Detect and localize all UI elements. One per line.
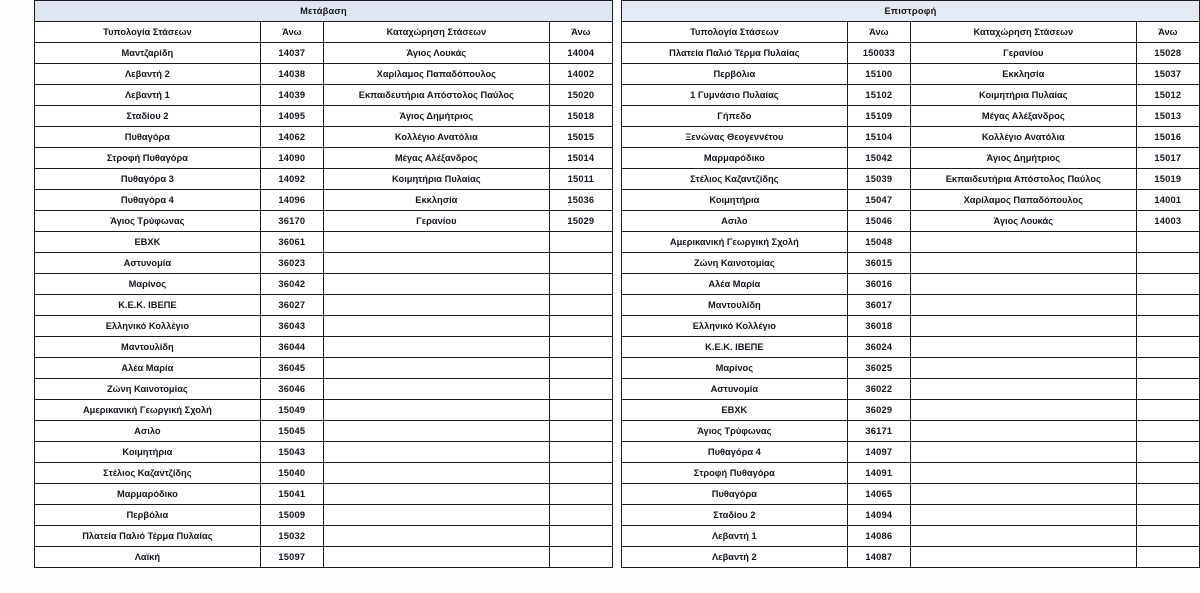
- left-registered-stop-name: Χαρίλαμος Παπαδόπουλος: [323, 64, 549, 85]
- right-registered-stop-code: [1136, 274, 1199, 295]
- left-registered-stop-name: [323, 358, 549, 379]
- header-left-code: Άνω: [260, 22, 323, 43]
- left-outbound-stop-code: 15040: [260, 463, 323, 484]
- right-return-stop-name: Στροφή Πυθαγόρα: [621, 463, 847, 484]
- left-registered-stop-name: Γερανίου: [323, 211, 549, 232]
- right-registered-stop-code: [1136, 316, 1199, 337]
- left-outbound-stop-code: 14092: [260, 169, 323, 190]
- table-row: [35, 505, 1200, 526]
- right-registered-stop-name: [910, 295, 1136, 316]
- right-registered-stop-name: Κολλέγιο Ανατόλια: [910, 127, 1136, 148]
- right-return-stop-name: Πλατεία Παλιό Τέρμα Πυλαίας: [621, 43, 847, 64]
- column-gap: [612, 484, 621, 505]
- right-registered-stop-name: Άγιος Λουκάς: [910, 211, 1136, 232]
- group-header-return: Επιστροφή: [621, 1, 1199, 22]
- right-return-stop-code: 15039: [847, 169, 910, 190]
- right-registered-stop-code: [1136, 526, 1199, 547]
- right-registered-stop-code: [1136, 295, 1199, 316]
- column-gap: [612, 22, 621, 43]
- left-outbound-stop-name: Στέλιος Καζαντζίδης: [35, 463, 261, 484]
- left-registered-stop-name: [323, 337, 549, 358]
- left-outbound-stop-name: Σταδίου 2: [35, 106, 261, 127]
- column-gap: [612, 421, 621, 442]
- left-registered-stop-name: [323, 442, 549, 463]
- right-registered-stop-code: 15028: [1136, 43, 1199, 64]
- right-return-stop-code: 15104: [847, 127, 910, 148]
- table-row: [35, 274, 1200, 295]
- left-outbound-stop-name: Αστυνομία: [35, 253, 261, 274]
- right-registered-stop-code: [1136, 379, 1199, 400]
- column-gap: [612, 64, 621, 85]
- column-gap: [612, 106, 621, 127]
- left-outbound-stop-name: Αμερικανική Γεωργική Σχολή: [35, 400, 261, 421]
- left-registered-stop-name: [323, 316, 549, 337]
- left-outbound-stop-name: Ελληνικό Κολλέγιο: [35, 316, 261, 337]
- left-registered-stop-code: [549, 400, 612, 421]
- right-registered-stop-code: [1136, 253, 1199, 274]
- right-registered-stop-name: [910, 316, 1136, 337]
- right-registered-stop-name: Εκκλησία: [910, 64, 1136, 85]
- left-outbound-stop-code: 36045: [260, 358, 323, 379]
- table-row: [35, 442, 1200, 463]
- column-gap: [612, 232, 621, 253]
- left-registered-stop-code: [549, 316, 612, 337]
- right-return-stop-name: Ξενώνας Θεογεννέτου: [621, 127, 847, 148]
- right-return-stop-code: 36025: [847, 358, 910, 379]
- right-registered-stop-name: [910, 400, 1136, 421]
- right-return-stop-code: 36022: [847, 379, 910, 400]
- left-registered-stop-code: 15011: [549, 169, 612, 190]
- table-row: [35, 64, 1200, 85]
- table-row: [35, 85, 1200, 106]
- table-row: [35, 295, 1200, 316]
- table-row: [35, 463, 1200, 484]
- left-registered-stop-code: [549, 547, 612, 568]
- right-return-stop-name: Γήπεδο: [621, 106, 847, 127]
- table-row: [35, 316, 1200, 337]
- left-outbound-stop-name: Άγιος Τρύφωνας: [35, 211, 261, 232]
- left-outbound-stop-name: Κ.Ε.Κ. ΙΒΕΠΕ: [35, 295, 261, 316]
- table-row: [35, 337, 1200, 358]
- left-registered-stop-name: [323, 526, 549, 547]
- left-outbound-stop-code: 14096: [260, 190, 323, 211]
- right-registered-stop-name: [910, 442, 1136, 463]
- left-registered-stop-name: [323, 295, 549, 316]
- column-gap: [612, 400, 621, 421]
- left-registered-stop-name: Κολλέγιο Ανατόλια: [323, 127, 549, 148]
- left-outbound-stop-code: 36044: [260, 337, 323, 358]
- right-registered-stop-name: [910, 484, 1136, 505]
- left-outbound-stop-name: Κοιμητήρια: [35, 442, 261, 463]
- column-gap: [612, 337, 621, 358]
- right-registered-stop-name: [910, 274, 1136, 295]
- left-registered-stop-name: [323, 379, 549, 400]
- right-return-stop-code: 36016: [847, 274, 910, 295]
- left-registered-stop-code: 14004: [549, 43, 612, 64]
- table-row: [35, 400, 1200, 421]
- left-registered-stop-code: [549, 379, 612, 400]
- right-registered-stop-name: Μέγας Αλέξανδρος: [910, 106, 1136, 127]
- right-return-stop-name: 1 Γυμνάσιο Πυλαίας: [621, 85, 847, 106]
- left-outbound-stop-name: Λεβαντή 1: [35, 85, 261, 106]
- table-row: [35, 526, 1200, 547]
- right-registered-stop-code: [1136, 463, 1199, 484]
- right-registered-stop-code: [1136, 421, 1199, 442]
- right-return-stop-name: Αμερικανική Γεωργική Σχολή: [621, 232, 847, 253]
- column-gap: [612, 148, 621, 169]
- left-outbound-stop-name: Πυθαγόρα: [35, 127, 261, 148]
- column-gap: [612, 379, 621, 400]
- left-registered-stop-name: Άγιος Λουκάς: [323, 43, 549, 64]
- table-row: [35, 379, 1200, 400]
- right-registered-stop-name: [910, 232, 1136, 253]
- table-row: [35, 106, 1200, 127]
- left-outbound-stop-name: Πλατεία Παλιό Τέρμα Πυλαίας: [35, 526, 261, 547]
- left-registered-stop-name: Εκπαιδευτήρια Απόστολος Παύλος: [323, 85, 549, 106]
- right-return-stop-name: Ζώνη Καινοτομίας: [621, 253, 847, 274]
- right-return-stop-code: 36029: [847, 400, 910, 421]
- left-outbound-stop-name: Στροφή Πυθαγόρα: [35, 148, 261, 169]
- right-return-stop-name: Λεβαντή 2: [621, 547, 847, 568]
- column-gap: [612, 442, 621, 463]
- column-gap: [612, 127, 621, 148]
- column-gap: [612, 358, 621, 379]
- right-return-stop-code: 36017: [847, 295, 910, 316]
- right-registered-stop-code: [1136, 232, 1199, 253]
- left-registered-stop-code: [549, 526, 612, 547]
- left-registered-stop-code: [549, 505, 612, 526]
- table-row: [35, 211, 1200, 232]
- left-registered-stop-code: [549, 253, 612, 274]
- right-registered-stop-code: 14003: [1136, 211, 1199, 232]
- right-registered-stop-name: [910, 337, 1136, 358]
- left-registered-stop-name: [323, 232, 549, 253]
- group-header-row: [35, 1, 1200, 22]
- right-return-stop-code: 150033: [847, 43, 910, 64]
- left-registered-stop-name: [323, 253, 549, 274]
- left-registered-stop-name: [323, 400, 549, 421]
- right-return-stop-code: 15100: [847, 64, 910, 85]
- right-registered-stop-code: 15016: [1136, 127, 1199, 148]
- right-return-stop-name: Πυθαγόρα 4: [621, 442, 847, 463]
- stops-table-container: [34, 0, 1200, 568]
- left-outbound-stop-name: Μαντζαρίδη: [35, 43, 261, 64]
- right-return-stop-name: Μαρίνος: [621, 358, 847, 379]
- left-outbound-stop-code: 14039: [260, 85, 323, 106]
- table-row: [35, 169, 1200, 190]
- column-gap: [612, 169, 621, 190]
- header-right-code-2: Άνω: [1136, 22, 1199, 43]
- left-outbound-stop-code: 15043: [260, 442, 323, 463]
- right-return-stop-code: 15046: [847, 211, 910, 232]
- column-gap: [612, 43, 621, 64]
- left-outbound-stop-code: 14038: [260, 64, 323, 85]
- left-outbound-stop-code: 14095: [260, 106, 323, 127]
- left-outbound-stop-code: 15045: [260, 421, 323, 442]
- right-return-stop-code: 36015: [847, 253, 910, 274]
- column-gap: [612, 253, 621, 274]
- column-gap: [612, 190, 621, 211]
- right-return-stop-code: 14091: [847, 463, 910, 484]
- table-row: [35, 421, 1200, 442]
- right-return-stop-name: Άγιος Τρύφωνας: [621, 421, 847, 442]
- right-registered-stop-code: 15013: [1136, 106, 1199, 127]
- header-left-stop-name: Τυπολογία Στάσεων: [35, 22, 261, 43]
- right-return-stop-name: Περβόλια: [621, 64, 847, 85]
- right-return-stop-name: Μαρμαρόδικο: [621, 148, 847, 169]
- left-registered-stop-code: [549, 421, 612, 442]
- right-registered-stop-code: [1136, 337, 1199, 358]
- right-registered-stop-code: [1136, 442, 1199, 463]
- group-header-outbound: Μετάβαση: [35, 1, 613, 22]
- left-outbound-stop-code: 14062: [260, 127, 323, 148]
- left-registered-stop-code: 14002: [549, 64, 612, 85]
- right-return-stop-code: 15048: [847, 232, 910, 253]
- right-return-stop-code: 36024: [847, 337, 910, 358]
- right-return-stop-name: Κοιμητήρια: [621, 190, 847, 211]
- left-outbound-stop-name: Μαρίνος: [35, 274, 261, 295]
- left-outbound-stop-name: Ασιλο: [35, 421, 261, 442]
- right-registered-stop-name: [910, 505, 1136, 526]
- right-registered-stop-name: Κοιμητήρια Πυλαίας: [910, 85, 1136, 106]
- left-registered-stop-name: Κοιμητήρια Πυλαίας: [323, 169, 549, 190]
- right-registered-stop-code: 15019: [1136, 169, 1199, 190]
- right-return-stop-name: Αστυνομία: [621, 379, 847, 400]
- right-return-stop-code: 14065: [847, 484, 910, 505]
- column-gap: [612, 316, 621, 337]
- right-return-stop-name: ΕΒΧΚ: [621, 400, 847, 421]
- right-registered-stop-code: 15012: [1136, 85, 1199, 106]
- left-registered-stop-code: 15014: [549, 148, 612, 169]
- left-outbound-stop-code: 15049: [260, 400, 323, 421]
- right-registered-stop-name: Χαρίλαμος Παπαδόπουλος: [910, 190, 1136, 211]
- column-gap: [612, 526, 621, 547]
- left-registered-stop-name: [323, 274, 549, 295]
- right-registered-stop-name: Άγιος Δημήτριος: [910, 148, 1136, 169]
- right-registered-stop-name: [910, 358, 1136, 379]
- left-outbound-stop-code: 36023: [260, 253, 323, 274]
- right-return-stop-code: 15109: [847, 106, 910, 127]
- left-registered-stop-code: [549, 442, 612, 463]
- header-left-registered-stop-name: Καταχώρηση Στάσεων: [323, 22, 549, 43]
- left-registered-stop-name: Άγιος Δημήτριος: [323, 106, 549, 127]
- left-registered-stop-code: [549, 337, 612, 358]
- left-outbound-stop-name: Ζώνη Καινοτομίας: [35, 379, 261, 400]
- right-return-stop-name: Λεβαντή 1: [621, 526, 847, 547]
- right-return-stop-name: Μαντουλίδη: [621, 295, 847, 316]
- column-gap: [612, 505, 621, 526]
- left-outbound-stop-name: Λεβαντή 2: [35, 64, 261, 85]
- left-outbound-stop-name: Πυθαγόρα 4: [35, 190, 261, 211]
- right-return-stop-code: 14097: [847, 442, 910, 463]
- left-outbound-stop-code: 36043: [260, 316, 323, 337]
- left-registered-stop-code: 15018: [549, 106, 612, 127]
- right-return-stop-code: 15102: [847, 85, 910, 106]
- left-registered-stop-name: [323, 463, 549, 484]
- right-registered-stop-code: [1136, 484, 1199, 505]
- left-outbound-stop-code: 15009: [260, 505, 323, 526]
- right-registered-stop-name: [910, 421, 1136, 442]
- right-registered-stop-code: [1136, 505, 1199, 526]
- left-outbound-stop-name: Μαντουλίδη: [35, 337, 261, 358]
- left-outbound-stop-name: Πυθαγόρα 3: [35, 169, 261, 190]
- right-registered-stop-code: [1136, 547, 1199, 568]
- right-return-stop-name: Ελληνικό Κολλέγιο: [621, 316, 847, 337]
- right-return-stop-name: Πυθαγόρα: [621, 484, 847, 505]
- column-gap: [612, 85, 621, 106]
- right-return-stop-name: Αλέα Μαρία: [621, 274, 847, 295]
- table-row: [35, 253, 1200, 274]
- column-gap: [612, 463, 621, 484]
- left-outbound-stop-name: Αλέα Μαρία: [35, 358, 261, 379]
- left-outbound-stop-name: Μαρμαρόδικο: [35, 484, 261, 505]
- right-registered-stop-name: Εκπαιδευτήρια Απόστολος Παύλος: [910, 169, 1136, 190]
- right-registered-stop-code: 15037: [1136, 64, 1199, 85]
- table-row: [35, 148, 1200, 169]
- left-registered-stop-code: [549, 232, 612, 253]
- table-row: [35, 43, 1200, 64]
- header-right-registered-stop-name: Καταχώρηση Στάσεων: [910, 22, 1136, 43]
- table-row: [35, 358, 1200, 379]
- left-registered-stop-code: [549, 358, 612, 379]
- left-outbound-stop-code: 14037: [260, 43, 323, 64]
- right-registered-stop-code: 14001: [1136, 190, 1199, 211]
- column-gap: [612, 211, 621, 232]
- column-gap: [612, 295, 621, 316]
- left-outbound-stop-code: 36170: [260, 211, 323, 232]
- left-outbound-stop-name: ΕΒΧΚ: [35, 232, 261, 253]
- left-outbound-stop-code: 14090: [260, 148, 323, 169]
- stops-table: [34, 0, 1200, 568]
- left-registered-stop-code: 15036: [549, 190, 612, 211]
- right-registered-stop-name: [910, 526, 1136, 547]
- right-return-stop-name: Σταδίου 2: [621, 505, 847, 526]
- left-registered-stop-name: Εκκλησία: [323, 190, 549, 211]
- right-return-stop-code: 14086: [847, 526, 910, 547]
- right-return-stop-name: Στέλιος Καζαντζίδης: [621, 169, 847, 190]
- table-row: [35, 484, 1200, 505]
- left-registered-stop-code: 15020: [549, 85, 612, 106]
- right-registered-stop-code: 15017: [1136, 148, 1199, 169]
- right-registered-stop-name: Γερανίου: [910, 43, 1136, 64]
- left-registered-stop-name: [323, 547, 549, 568]
- right-return-stop-code: 36018: [847, 316, 910, 337]
- left-registered-stop-code: 15015: [549, 127, 612, 148]
- left-registered-stop-code: 15029: [549, 211, 612, 232]
- header-right-stop-name: Τυπολογία Στάσεων: [621, 22, 847, 43]
- right-registered-stop-name: [910, 463, 1136, 484]
- column-gap: [612, 1, 621, 22]
- left-registered-stop-code: [549, 295, 612, 316]
- left-registered-stop-name: Μέγας Αλέξανδρος: [323, 148, 549, 169]
- right-registered-stop-name: [910, 253, 1136, 274]
- left-registered-stop-code: [549, 274, 612, 295]
- column-gap: [612, 274, 621, 295]
- right-return-stop-code: 15047: [847, 190, 910, 211]
- header-right-code: Άνω: [847, 22, 910, 43]
- column-gap: [612, 547, 621, 568]
- left-registered-stop-name: [323, 421, 549, 442]
- right-registered-stop-name: [910, 379, 1136, 400]
- left-registered-stop-name: [323, 505, 549, 526]
- table-row: [35, 547, 1200, 568]
- table-row: [35, 190, 1200, 211]
- left-outbound-stop-code: 36027: [260, 295, 323, 316]
- right-return-stop-name: Ασιλο: [621, 211, 847, 232]
- right-return-stop-name: Κ.Ε.Κ. ΙΒΕΠΕ: [621, 337, 847, 358]
- right-return-stop-code: 15042: [847, 148, 910, 169]
- right-registered-stop-code: [1136, 400, 1199, 421]
- left-outbound-stop-code: 15032: [260, 526, 323, 547]
- left-outbound-stop-code: 36046: [260, 379, 323, 400]
- left-registered-stop-code: [549, 484, 612, 505]
- left-outbound-stop-name: Περβόλια: [35, 505, 261, 526]
- header-left-code-2: Άνω: [549, 22, 612, 43]
- right-return-stop-code: 14094: [847, 505, 910, 526]
- left-outbound-stop-name: Λαϊκή: [35, 547, 261, 568]
- left-registered-stop-name: [323, 484, 549, 505]
- right-registered-stop-name: [910, 547, 1136, 568]
- right-registered-stop-code: [1136, 358, 1199, 379]
- column-header-row: [35, 22, 1200, 43]
- left-registered-stop-code: [549, 463, 612, 484]
- right-return-stop-code: 36171: [847, 421, 910, 442]
- left-outbound-stop-code: 15041: [260, 484, 323, 505]
- left-outbound-stop-code: 36042: [260, 274, 323, 295]
- sheet-left-margin: [0, 0, 34, 593]
- left-outbound-stop-code: 36061: [260, 232, 323, 253]
- table-row: [35, 232, 1200, 253]
- right-return-stop-code: 14087: [847, 547, 910, 568]
- left-outbound-stop-code: 15097: [260, 547, 323, 568]
- table-row: [35, 127, 1200, 148]
